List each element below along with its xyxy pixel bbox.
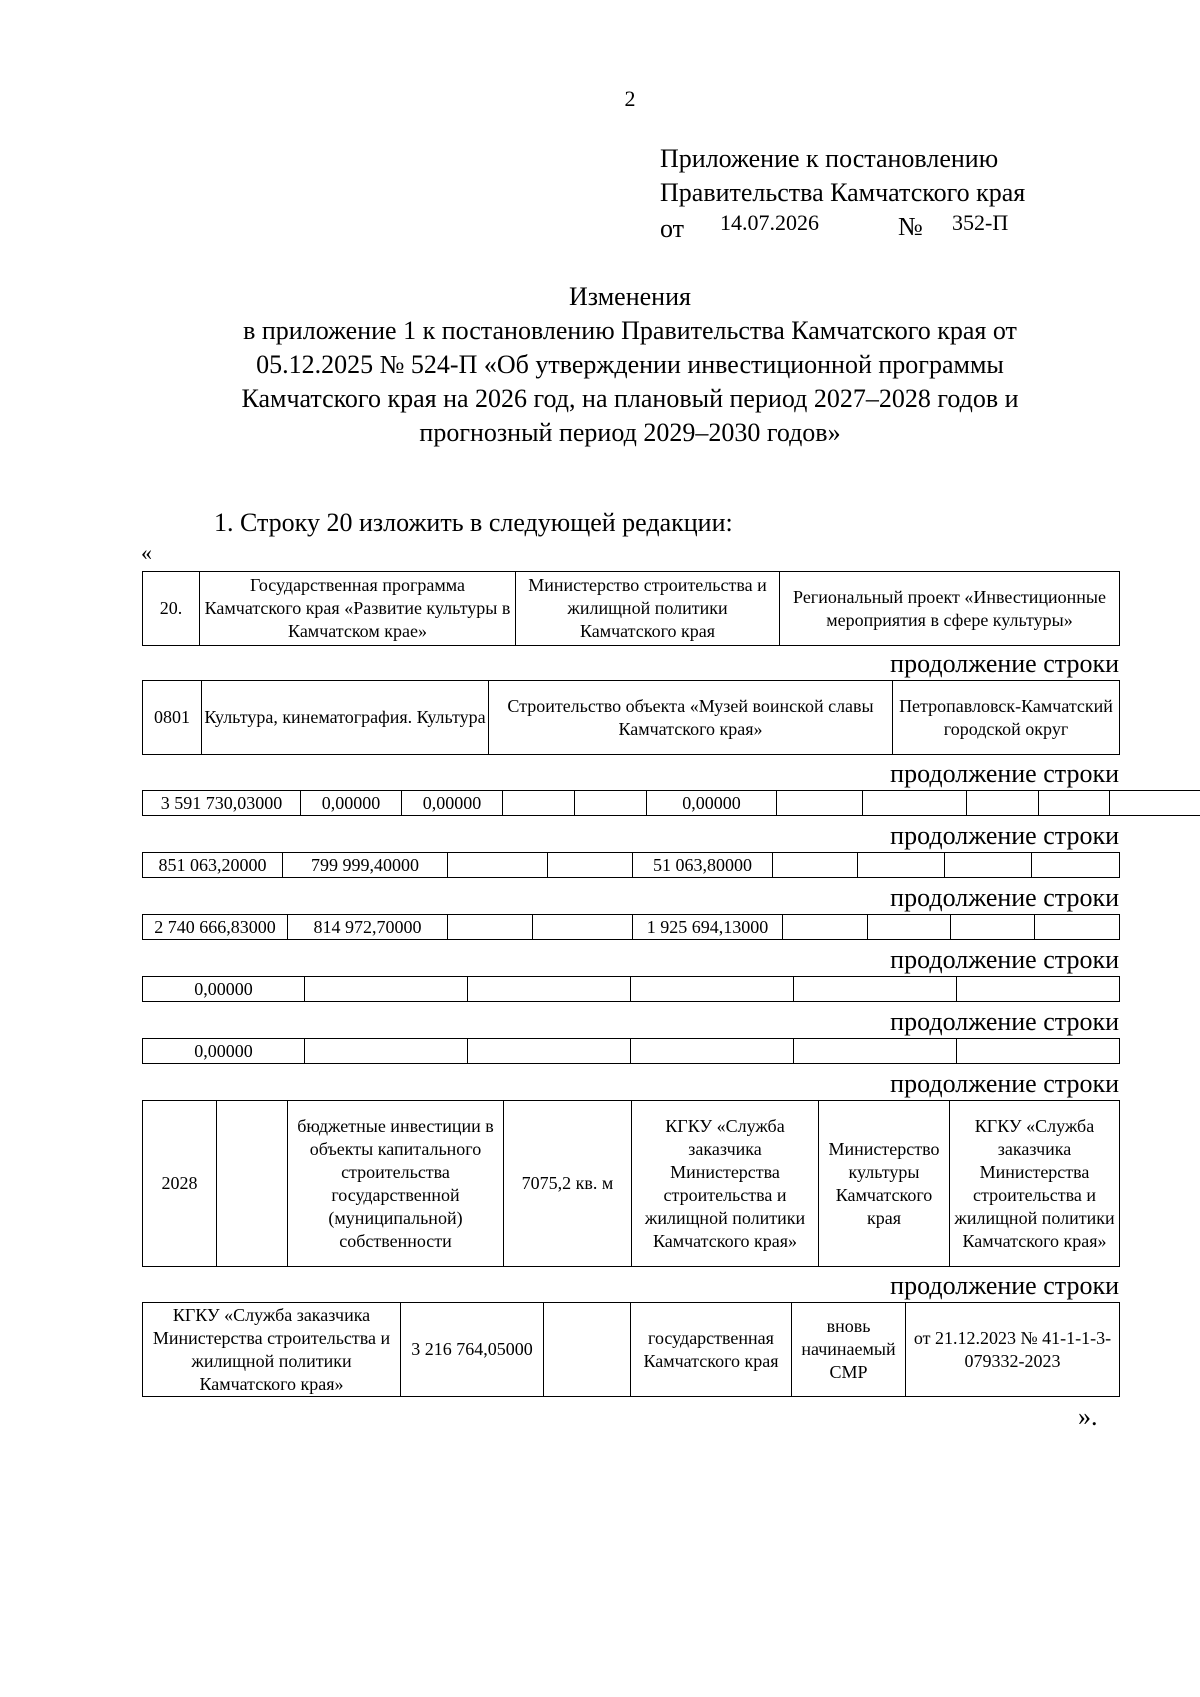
row-9-cell	[544, 1303, 631, 1397]
row-8-ministry: Министерство культуры Камчатского края	[819, 1101, 950, 1267]
approval-line-2: Правительства Камчатского края	[660, 178, 1026, 207]
row-3-cell: 0,00000	[647, 791, 777, 816]
row-8-developer: КГКУ «Служба заказчика Министерства строительства и жилищной политики Камчатского края»	[950, 1101, 1120, 1267]
row-3-cell	[1039, 791, 1110, 816]
row-2-table	[142, 680, 1120, 755]
row-5-cell: 1 925 694,13000	[633, 915, 783, 940]
continuation-label: продолжение строки	[890, 759, 1119, 788]
row-3-cell: 3 591 730,03000	[143, 791, 301, 816]
row-1-project: Региональный проект «Инвестиционные мероприятия в сфере культуры»	[780, 572, 1120, 646]
title-line-3: 05.12.2025 № 524-П «Об утверждении инвестиционной программы	[256, 350, 1004, 379]
row-2-code: 0801	[143, 681, 202, 755]
approval-ot-label: от	[660, 214, 685, 243]
row-9-amount: 3 216 764,05000	[401, 1303, 544, 1397]
row-5-cell	[951, 915, 1035, 940]
row-6-table	[142, 976, 1120, 1002]
approval-number-label: №	[898, 212, 923, 241]
closing-quote: ».	[1078, 1402, 1098, 1431]
approval-number: 352-П	[952, 210, 1009, 235]
row-6-cell	[631, 977, 794, 1002]
title-line-1: Изменения	[569, 282, 691, 311]
row-7-cell	[957, 1039, 1120, 1064]
row-4-cell	[1032, 853, 1120, 878]
continuation-label: продолжение строки	[890, 945, 1119, 974]
row-3-cell: 0,00000	[402, 791, 503, 816]
row-3-cell	[575, 791, 647, 816]
approval-date: 14.07.2026	[720, 210, 819, 235]
row-9-status: вновь начинаемый СМР	[792, 1303, 906, 1397]
approval-line-1: Приложение к постановлению	[660, 144, 999, 173]
row-3-cell	[503, 791, 575, 816]
row-4-cell	[945, 853, 1032, 878]
row-9-table	[142, 1302, 1120, 1397]
row-4-cell	[448, 853, 548, 878]
document-title	[170, 280, 1090, 450]
row-7-cell	[631, 1039, 794, 1064]
row-5-table	[142, 914, 1120, 940]
row-8-cell	[217, 1101, 288, 1267]
row-2-section: Культура, кинематография. Культура	[202, 681, 489, 755]
row-4-cell: 851 063,20000	[143, 853, 283, 878]
row-8-investment-type: бюджетные инвестиции в объекты капитального строительства государственной (муниципальной) собственности	[288, 1101, 504, 1267]
row-6-cell	[957, 977, 1120, 1002]
continuation-label: продолжение строки	[890, 649, 1119, 678]
row-8-customer: КГКУ «Служба заказчика Министерства строительства и жилищной политики Камчатского края»	[632, 1101, 819, 1267]
row-6-cell	[794, 977, 957, 1002]
row-3-cell	[1110, 791, 1200, 816]
row-8-capacity: 7075,2 кв. м	[504, 1101, 632, 1267]
continuation-label: продолжение строки	[890, 1271, 1119, 1300]
row-7-table	[142, 1038, 1120, 1064]
row-4-cell: 799 999,40000	[283, 853, 448, 878]
title-line-4: Камчатского края на 2026 год, на плановый период 2027–2028 годов и	[241, 384, 1019, 413]
row-3-table	[142, 790, 1200, 816]
row-4-cell: 51 063,80000	[633, 853, 773, 878]
title-line-2: в приложение 1 к постановлению Правительства Камчатского края от	[243, 316, 1017, 345]
row-9-ownership: государственная Камчатского края	[631, 1303, 792, 1397]
row-4-table	[142, 852, 1120, 878]
row-3-cell	[863, 791, 967, 816]
row-2-location: Петропавловск-Камчатский городской округ	[893, 681, 1120, 755]
row-3-cell	[777, 791, 863, 816]
row-4-cell	[773, 853, 858, 878]
row-5-cell	[533, 915, 633, 940]
row-5-cell	[868, 915, 951, 940]
row-8-table	[142, 1100, 1120, 1267]
row-1-ministry: Министерство строительства и жилищной политики Камчатского края	[516, 572, 780, 646]
row-5-cell	[783, 915, 868, 940]
row-1-program: Государственная программа Камчатского края «Развитие культуры в Камчатском крае»	[200, 572, 516, 646]
row-2-object: Строительство объекта «Музей воинской славы Камчатского края»	[489, 681, 893, 755]
continuation-label: продолжение строки	[890, 1007, 1119, 1036]
row-6-cell	[468, 977, 631, 1002]
approval-block	[660, 142, 1026, 243]
row-5-cell: 2 740 666,83000	[143, 915, 288, 940]
row-5-cell	[1035, 915, 1120, 940]
row-4-cell	[858, 853, 945, 878]
row-4-cell	[548, 853, 633, 878]
title-line-5: прогнозный период 2029–2030 годов»	[419, 418, 841, 447]
opening-quote: «	[141, 540, 152, 565]
row-5-cell: 814 972,70000	[288, 915, 448, 940]
continuation-label: продолжение строки	[890, 1069, 1119, 1098]
continuation-label: продолжение строки	[890, 821, 1119, 850]
row-7-cell	[794, 1039, 957, 1064]
row-6-cell	[305, 977, 468, 1002]
row-1-table	[142, 571, 1120, 646]
row-8-year: 2028	[143, 1101, 217, 1267]
row-9-expertise: от 21.12.2023 № 41-1-1-3-079332-2023	[906, 1303, 1120, 1397]
continuation-label: продолжение строки	[890, 883, 1119, 912]
row-9-customer: КГКУ «Служба заказчика Министерства строительства и жилищной политики Камчатского края»	[143, 1303, 401, 1397]
row-1-number: 20.	[143, 572, 200, 646]
row-3-cell: 0,00000	[301, 791, 402, 816]
row-7-cell	[305, 1039, 468, 1064]
row-7-cell: 0,00000	[143, 1039, 305, 1064]
row-7-cell	[468, 1039, 631, 1064]
item-heading: 1. Строку 20 изложить в следующей редакции:	[214, 508, 733, 537]
row-3-cell	[967, 791, 1039, 816]
page-number: 2	[624, 86, 636, 111]
approval-date-line	[660, 210, 1025, 243]
row-6-cell: 0,00000	[143, 977, 305, 1002]
row-5-cell	[448, 915, 533, 940]
